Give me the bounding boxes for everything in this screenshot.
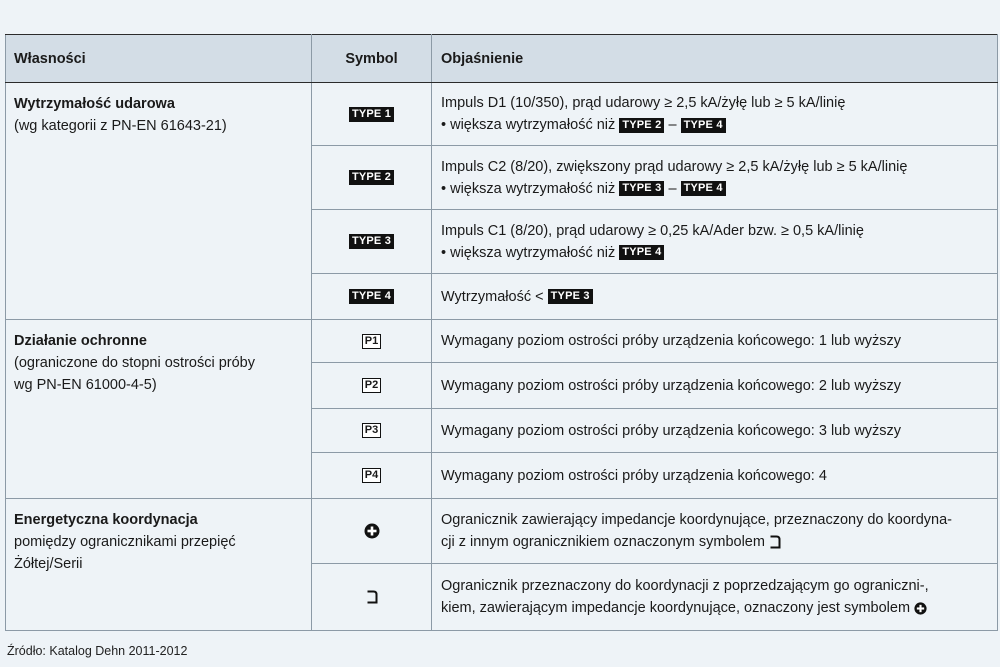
explanation-cell <box>432 210 998 274</box>
explanation-cell: Wymagany poziom ostrości próby urządzenia końcowego: 3 lub wyższy <box>432 409 998 453</box>
property-surge <box>6 83 312 320</box>
explanation-text: kiem, zawierającym impedancje koordynujące, oznaczony jest symbolem <box>441 600 911 616</box>
type-badge: TYPE 4 <box>681 118 726 133</box>
header-explanation-label: Objaśnienie <box>441 50 524 67</box>
property-protection <box>6 320 312 499</box>
property-title: Wytrzymałość udarowa <box>14 96 175 112</box>
explanation-cell: Wymagany poziom ostrości próby urządzenia końcowego: 4 <box>432 453 998 499</box>
type-badge: TYPE 4 <box>681 181 726 196</box>
source-caption: Źródło: Katalog Dehn 2011-2012 <box>7 644 188 658</box>
table-row <box>6 83 998 146</box>
type-badge: TYPE 4 <box>619 245 664 260</box>
type-badge: TYPE 3 <box>548 289 593 304</box>
explanation-text: cji z innym ogranicznikiem oznaczonym symbolem <box>441 534 765 550</box>
dash: – <box>668 180 677 197</box>
property-subtitle: wg PN-EN 61000-4-5) <box>14 377 157 393</box>
test-level-badge: P4 <box>362 468 381 483</box>
header-explanation <box>432 35 998 83</box>
type-badge: TYPE 2 <box>349 170 394 185</box>
bracket-icon <box>769 535 781 549</box>
explanation-line <box>441 178 991 200</box>
properties-table <box>5 34 998 631</box>
explanation-line <box>441 114 991 136</box>
explanation-line: Impuls D1 (10/350), prąd udarowy ≥ 2,5 kA/żyłę lub ≥ 5 kA/linię <box>441 95 846 111</box>
symbol-cell <box>312 146 432 210</box>
symbol-cell <box>312 83 432 146</box>
explanation-cell: Wymagany poziom ostrości próby urządzenia końcowego: 2 lub wyższy <box>432 363 998 409</box>
type-badge: TYPE 3 <box>619 181 664 196</box>
explanation-line <box>441 597 991 619</box>
header-properties: Własności <box>6 35 312 83</box>
property-subtitle: (wg kategorii z PN-EN 61643-21) <box>14 118 227 134</box>
symbol-cell <box>312 320 432 363</box>
symbol-cell <box>312 499 432 564</box>
symbol-cell <box>312 363 432 409</box>
property-coordination <box>6 499 312 631</box>
type-badge: TYPE 3 <box>349 234 394 249</box>
type-badge: TYPE 2 <box>619 118 664 133</box>
property-title: Energetyczna koordynacja <box>14 512 198 528</box>
explanation-cell <box>432 564 998 631</box>
header-symbol: Symbol <box>312 35 432 83</box>
properties-table-wrap <box>5 34 997 631</box>
test-level-badge: P3 <box>362 423 381 438</box>
type-badge: TYPE 1 <box>349 107 394 122</box>
explanation-line: Ogranicznik przeznaczony do koordynacji z poprzedzającym go ograniczni-, <box>441 578 929 594</box>
bracket-icon <box>366 590 378 604</box>
symbol-cell <box>312 453 432 499</box>
explanation-cell <box>432 83 998 146</box>
explanation-line: Impuls C2 (8/20), zwiększony prąd udarowy ≥ 2,5 kA/żyłę lub ≥ 5 kA/linię <box>441 158 908 175</box>
explanation-line: Ogranicznik zawierający impedancje koordynujące, przeznaczony do koordyna- <box>441 512 952 528</box>
explanation-cell <box>432 146 998 210</box>
symbol-cell <box>312 564 432 631</box>
explanation-text: Wytrzymałość < <box>441 288 544 305</box>
plus-circle-icon <box>914 602 927 615</box>
table-row <box>6 320 998 363</box>
symbol-cell <box>312 210 432 274</box>
property-title: Działanie ochronne <box>14 333 147 349</box>
dash: – <box>668 117 677 133</box>
table-row <box>6 499 998 564</box>
explanation-text: • większa wytrzymałość niż <box>441 180 616 197</box>
explanation-text: • większa wytrzymałość niż <box>441 244 616 261</box>
explanation-cell <box>432 274 998 320</box>
explanation-line: Impuls C1 (8/20), prąd udarowy ≥ 0,25 kA/Ader bzw. ≥ 0,5 kA/linię <box>441 222 864 239</box>
table-header-row <box>6 35 998 83</box>
plus-circle-icon <box>364 523 380 539</box>
explanation-text: • większa wytrzymałość niż <box>441 117 616 133</box>
explanation-cell: Wymagany poziom ostrości próby urządzenia końcowego: 1 lub wyższy <box>432 320 998 363</box>
explanation-line <box>441 531 991 553</box>
test-level-badge: P1 <box>362 334 381 349</box>
property-subtitle: Żółtej/Serii <box>14 556 83 572</box>
explanation-cell <box>432 499 998 564</box>
symbol-cell <box>312 409 432 453</box>
explanation-line <box>441 242 991 264</box>
type-badge: TYPE 4 <box>349 289 394 304</box>
property-subtitle: pomiędzy ogranicznikami przepięć <box>14 534 236 550</box>
property-subtitle: (ograniczone do stopni ostrości próby <box>14 355 255 371</box>
symbol-cell <box>312 274 432 320</box>
test-level-badge: P2 <box>362 378 381 393</box>
